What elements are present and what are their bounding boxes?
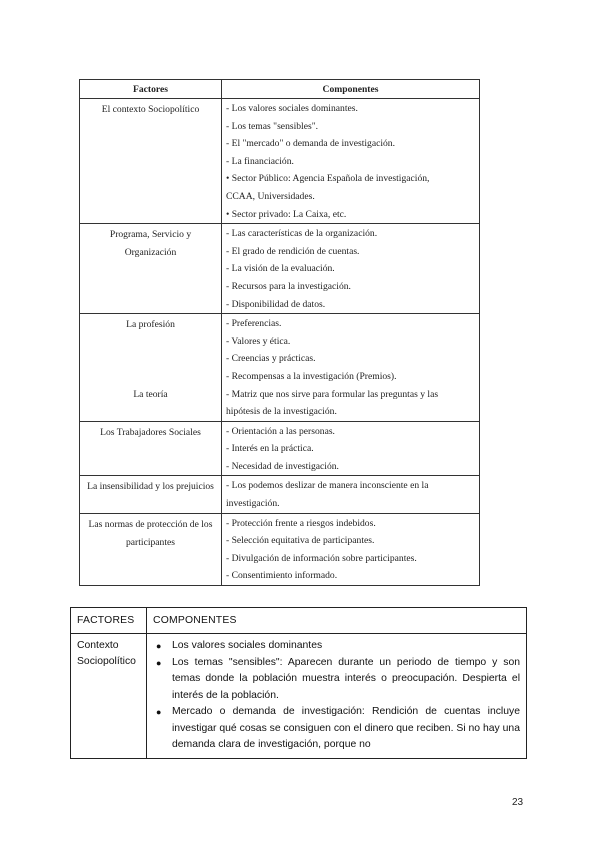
components-cell <box>222 314 480 422</box>
component-line: - Recompensas a la investigación (Premios). <box>226 370 397 382</box>
component-line: - Preferencias. <box>226 318 282 330</box>
list-item-text: Los valores sociales dominantes <box>172 640 323 651</box>
component-line: - Consentimiento informado. <box>226 570 338 582</box>
components-cell <box>222 421 480 476</box>
page-number: 23 <box>512 797 524 808</box>
factor-label: Programa, Servicio y <box>109 229 192 241</box>
factor-cell <box>80 513 222 585</box>
table-row <box>80 224 480 314</box>
table-row <box>80 513 480 585</box>
factor-label: Los Trabajadores Sociales <box>100 426 201 438</box>
factor-label: Contexto <box>77 640 119 651</box>
component-line: - Los podemos deslizar de manera inconsciente en la <box>226 480 429 492</box>
bullet-icon: ● <box>156 641 162 651</box>
bullet-icon: ● <box>156 657 162 668</box>
factor-label: El contexto Sociopolítico <box>101 104 200 115</box>
list-item <box>153 655 520 705</box>
bullet-icon: ● <box>156 707 162 717</box>
components-cell <box>222 513 480 585</box>
component-line: - Disponibilidad de datos. <box>226 298 326 310</box>
factor-label: La teoría <box>133 389 168 401</box>
component-line: - La financiación. <box>226 155 294 167</box>
components-cell <box>222 99 480 224</box>
table-header-row <box>71 608 527 634</box>
component-line: - Creencias y prácticas. <box>226 353 316 365</box>
factor-label: Las normas de protección de los <box>88 518 213 530</box>
header-factores: FACTORES <box>71 608 147 634</box>
component-line: - Matriz que nos sirve para formular las preguntas y las <box>226 388 439 400</box>
components-cell <box>222 224 480 314</box>
list-item <box>153 704 520 754</box>
component-line: - Los valores sociales dominantes. <box>226 103 358 114</box>
component-line: - Los temas "sensibles". <box>226 120 319 132</box>
factors-components-table <box>70 607 527 759</box>
table-row <box>71 634 527 759</box>
factor-cell <box>80 99 222 224</box>
components-cell <box>222 476 480 513</box>
component-line: • Sector Público: Agencia Española de investigación, <box>226 173 430 185</box>
factor-cell <box>71 634 147 759</box>
component-line: - El grado de rendición de cuentas. <box>226 245 360 257</box>
list-item <box>153 638 520 655</box>
component-line: - Las características de la organización. <box>226 228 378 240</box>
header-componentes: COMPONENTES <box>147 608 527 634</box>
factor-label: La insensibilidad y los prejuicios <box>87 481 214 493</box>
components-cell <box>147 634 527 759</box>
factor-label: Sociopolítico <box>77 656 136 667</box>
component-line: - El "mercado" o demanda de investigación. <box>226 138 396 150</box>
component-line: - Interés en la práctica. <box>226 443 314 455</box>
component-line: • Sector privado: La Caixa, etc. <box>226 208 347 220</box>
table-row <box>80 314 480 422</box>
components-list <box>153 638 520 754</box>
table-header-row <box>80 80 480 99</box>
list-item-text: Mercado o demanda de investigación: Rendición de cuentas incluye investigar qué cosas se consiguen con el dinero que reciben. Si no hay una demanda clara de investigación, porque no <box>172 706 520 750</box>
factor-cell <box>80 476 222 513</box>
component-line: - Recursos para la investigación. <box>226 280 351 292</box>
component-line: hipótesis de la investigación. <box>226 406 337 418</box>
component-line: investigación. <box>226 498 280 510</box>
component-line: - Divulgación de información sobre participantes. <box>226 552 417 564</box>
list-item-text: Los temas "sensibles": Aparecen durante un periodo de tiempo y son temas donde la población muestra interés o preocupación. Despierta el interés de la población. <box>172 656 520 701</box>
factors-components-table-scanned <box>79 79 480 586</box>
factor-label: participantes <box>125 536 175 548</box>
table-row <box>80 476 480 513</box>
component-line: - Protección frente a riesgos indebidos. <box>226 517 376 529</box>
table-row <box>80 421 480 476</box>
component-line: CCAA, Universidades. <box>226 190 315 202</box>
factor-cell <box>80 421 222 476</box>
header-componentes: Componentes <box>222 80 480 99</box>
component-line: - Valores y ética. <box>226 335 291 347</box>
component-line: - La visión de la evaluación. <box>226 263 335 275</box>
component-line: - Necesidad de investigación. <box>226 460 339 472</box>
factor-cell <box>80 224 222 314</box>
header-factores: Factores <box>80 80 222 99</box>
component-line: - Orientación a las personas. <box>226 425 335 437</box>
table-row <box>80 99 480 224</box>
factor-label: Organización <box>124 247 177 259</box>
factor-cell <box>80 314 222 422</box>
component-line: - Selección equitativa de participantes. <box>226 535 375 547</box>
factor-label: La profesión <box>126 319 175 331</box>
